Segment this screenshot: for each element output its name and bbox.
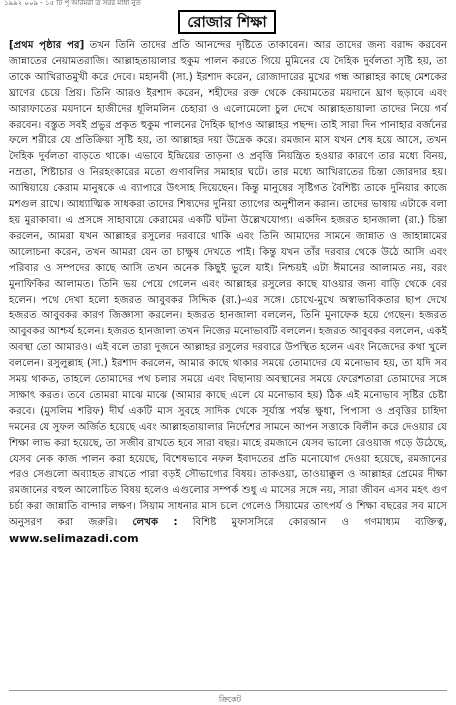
author-description: বিশিষ্ট মুফাসসিরে কোরআন ও গণমাধ্যম ব্যক্তিত্ব,	[177, 517, 447, 529]
top-cut-strip: ১৯৯২ ০০৯ - ১৫ টি পৃ আরমরা ত্র সরর মাধা নুত	[4, 0, 141, 7]
author-label: লেখক :	[132, 517, 178, 529]
bottom-divider	[9, 690, 447, 691]
continuation-label: [প্রথম পৃষ্ঠার পর]	[9, 40, 85, 51]
article-title: রোজার শিক্ষা	[178, 10, 276, 34]
article-body	[9, 38, 447, 548]
author-website: www.selimazadi.com	[9, 532, 139, 546]
bottom-cut-heading: ক্রিকেট	[218, 695, 242, 704]
article-text: তখন তিনি তাদের প্রতি আনন্দের দৃষ্টিতে তাকাবেন। আর তাদের জন্য বরাদ্দ করবেন জান্নাতের নেয়ামতরাজি। আল্লাহতায়ালার হুকুম পালন করতে গিয়ে মুমিনের যে দৈহিক দুর্বলতা সৃষ্টি হয়, তা তাকে আখিরাতমুখী করে দেবে। মহানবী (সা.) ইরশাদ করেন, রোজাদারের মুখের গন্ধ আল্লাহর কাছে মেশকের ঘ্রাণের চেয়ে প্রিয়। তিনি আরও ইরশাদ করেন, শহীদের রক্ত থেকে কেয়ামতের ময়দানে ঘ্রাণ ছড়াবে এবং আরাফাতের ময়দানে হাজীদের ধূলিমলিন চেহারা ও এলোমেলো চুল দেখে আল্লাহতায়ালা তাদের নিয়ে গর্ব করবেন। বস্তুত সবই প্রভুর প্রকৃত হুকুম পালনের দৈহিক ছাপও আল্লাহর পছন্দ। তাই সারা দিন পানাহার বর্জনের ফলে শরীরে যে প্রতিক্রিয়া সৃষ্টি হয়, তা আল্লাহর দয়া উদ্রেক করে। রমজান মাস যখন শেষ হয়ে আসে, তখন দৈহিক দুর্বলতা বাড়তে থাকে। এভাবে ইন্দ্রিয়ের তাড়না ও প্রবৃত্তি নিয়ন্ত্রিত হওয়ার কারণে তার মধ্যে বিনয়, নম্রতা, শিষ্টাচার ও নিরহংকারের মতো গুণাবলির সমাহার ঘটে। তার মধ্যে আখিরাতের চিন্তা জোরদার হয়। আম্বিয়ায়ে কেরাম মানুষকে এ ব্যাপারে উৎসাহ দিয়েছেন। কিন্তু মানুষের সৃষ্টিগত বৈশিষ্ট্য তাকে দুনিয়ার কাজে মশগুল রাখে। আধ্যাত্মিক সাধকরা তাদের শিষ্যদের দুনিয়া ত্যাগের অনুশীলন করান। তাদের ভাষায় এটাকে বলা হয় মুরাকাবা। এ প্রসঙ্গে সাহাবায়ে কেরামের একটি ঘটনা উল্লেখযোগ্য। একদিন হজরত হানজালা (রা.) চিন্তা করলেন, আমরা যখন আল্লাহর রসুলের দরবারে থাকি এবং তিনি আমাদের সামনে জান্নাত ও জাহান্নামের আলোচনা করেন, তখন আমরা যেন তা চাক্ষুষ দেখতে পাই। কিন্তু যখন তাঁর দরবার থেকে উঠে আসি এবং পরিবার ও সম্পদের কাছে আসি তখন অনেক কিছুই ভুলে যাই। নিশ্চয়ই এটা ঈমানের আলামত নয়, বরং মুনাফিকির আলামত। তিনি ভয় পেয়ে গেলেন এবং আল্লাহর রসুলের কাছে যাওয়ার জন্য বাড়ি থেকে বের হলেন। পথে দেখা হলো হজরত আবুবকর সিদ্দিক (রা.)-এর সঙ্গে। চোখে-মুখে অস্বাভাবিকতার ছাপ দেখে হজরত আবুবকর কারণ জিজ্ঞাসা করলেন। হজরত হানজালা বললেন, তিনি মুনাফেক হয়ে গেছেন। হজরত আবুবকর আশ্চর্য হলেন। হজরত হানজালা তখন নিজের মনোভাবটি বললেন। হজরত আবুবকর বললেন, একই অবস্থা তো আমারও। এই বলে তারা দুজনে আল্লাহর রসুলের দরবারে উপস্থিত হলেন এবং নিজেদের কথা খুলে বললেন। রসুলুল্লাহ (সা.) ইরশাদ করলেন, আমার কাছে থাকার সময়ে তোমাদের যে মনোভাব হয়, তা যদি সব সময় থাকত, তাহলে তোমাদের পথ চলার সময়ে এবং বিছানায় অবস্থানের সময়ে ফেরেশতারা তোমাদের সঙ্গে সাক্ষাৎ করত। তবে তোমরা মাঝে মাঝে (আমার কাছে এলে যে মনোভাব হয়) ঠিক এই মনোভাব সৃষ্টির চেষ্টা করবে। (মুসলিম শরিফ) দীর্ঘ একটি মাস সুবহে সাদিক থেকে সূর্যাস্ত পর্যন্ত ক্ষুধা, পিপাসা ও প্রবৃত্তির চাহিদা দমনের যে সুফল অর্জিত হয়েছে এবং আল্লাহতায়ালার নির্দেশের সামনে আপন সত্তাকে বিলীন করে দেওয়ার যে শিক্ষা লাভ করা হয়েছে, তা সজীব রাখতে হবে সারা বছর। মাহে রমজানে যেসব ভালো রেওয়াজ গড়ে উঠেছে, যেসব নেক কাজ পালন করা হয়েছে, বিশেষভাবে নফল ইবাদতের প্রতি মনোযোগ দেওয়া হয়েছে, রমজানের পরও সেগুলো অব্যাহত রাখতে পারা বড়ই সৌভাগ্যের বিষয়। তাকওয়া, তাওয়াক্কুল ও আল্লাহর প্রেমের দীক্ষা রমজানের বহুল আলোচিত বিষয় হলেও এগুলোর সম্পর্ক শুধু এ মাসের সঙ্গে নয়, সারা জীবন এসব মহৎ গুণ চর্চা করা জান্নাতি বান্দার লক্ষণ। সিয়াম সাধনার মাস চলে গেলেও সিয়ামের তাৎপর্য ও শিক্ষা বছরের সব মাসে অনুসরণ করা জরুরি।	[9, 40, 447, 529]
